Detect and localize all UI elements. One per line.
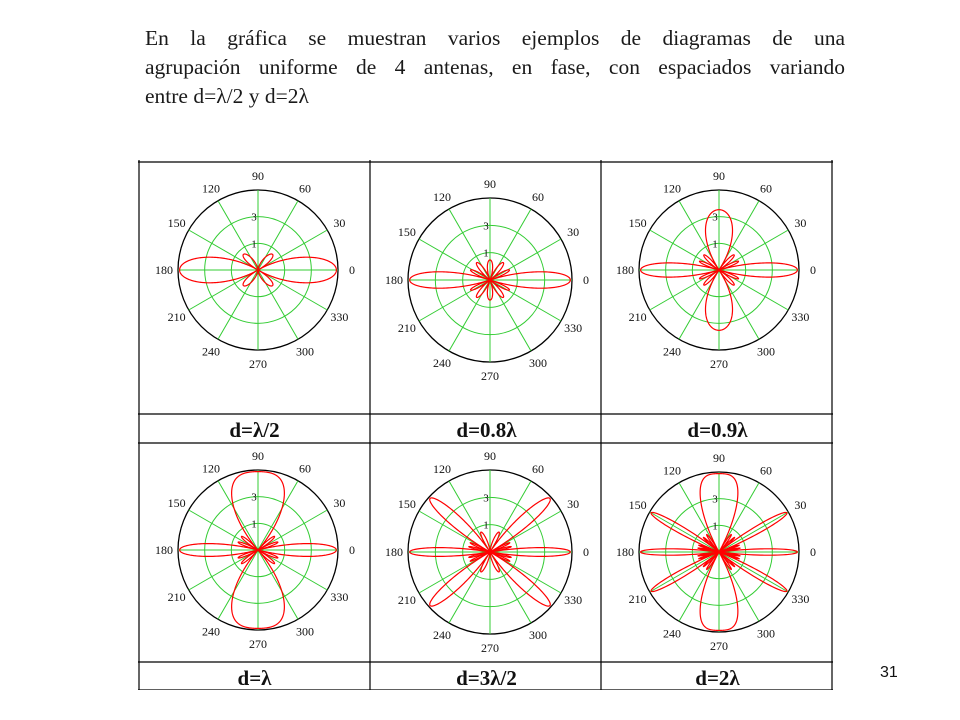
chart-4-angle-label-240: 240 (202, 624, 220, 639)
chart-2-radial-label-3: 3 (483, 220, 489, 233)
chart-4-spoke-300 (258, 550, 298, 619)
caption-d-3-half-lambda: d=3λ/2 (456, 666, 517, 690)
chart-4-spoke-240 (218, 550, 258, 619)
chart-4-radial-label-1: 1 (251, 518, 257, 531)
chart-4-angle-label-120: 120 (202, 461, 220, 476)
chart-2-angle-label-270: 270 (481, 369, 499, 383)
chart-6-angle-label-270: 270 (710, 639, 728, 653)
intro-line-1: En la gráfica se muestran varios ejemplos de diagramas de una (145, 26, 845, 50)
chart-4-angle-label-0: 0 (349, 543, 355, 557)
chart-6-angle-label-150: 150 (628, 498, 647, 512)
chart-1-angle-label-150: 150 (167, 216, 186, 230)
caption-d-0.9-lambda: d=0.9λ (687, 418, 748, 442)
chart-4-angle-label-270: 270 (249, 637, 267, 651)
chart-1-spoke-150 (189, 230, 258, 270)
chart-2-spoke-150 (419, 239, 490, 280)
chart-6-angle-label-210: 210 (628, 592, 647, 606)
intro-paragraph (145, 24, 845, 111)
chart-6-spoke-150 (650, 512, 719, 552)
chart-3-angle-label-120: 120 (663, 181, 681, 196)
chart-2-angle-label-330: 330 (564, 321, 583, 335)
chart-6-spoke-330 (719, 552, 788, 592)
chart-1-spoke-330 (258, 270, 327, 310)
chart-1-angle-label-180: 180 (155, 263, 173, 277)
chart-2-angle-label-180: 180 (385, 273, 403, 287)
chart-4-angle-label-300: 300 (296, 624, 314, 639)
chart-5-angle-label-330: 330 (564, 593, 583, 607)
chart-2-angle-label-150: 150 (397, 225, 416, 239)
chart-1-spoke-210 (189, 270, 258, 310)
chart-3-angle-label-240: 240 (663, 344, 681, 359)
chart-1-spoke-240 (218, 270, 258, 339)
chart-6-radial-label-1: 1 (712, 520, 718, 533)
chart-5-angle-label-90: 90 (484, 449, 496, 463)
chart-1-angle-label-0: 0 (349, 263, 355, 277)
chart-3-angle-label-30: 30 (794, 216, 807, 230)
chart-4-angle-label-180: 180 (155, 543, 173, 557)
chart-3-angle-label-0: 0 (810, 263, 816, 277)
chart-4-radial-label-3: 3 (251, 491, 257, 504)
chart-4-angle-label-150: 150 (167, 496, 186, 510)
chart-1-angle-label-300: 300 (296, 344, 314, 359)
chart-1-angle-label-240: 240 (202, 344, 220, 359)
chart-2-angle-label-60: 60 (532, 189, 544, 204)
chart-1-angle-label-120: 120 (202, 181, 220, 196)
chart-6-angle-label-30: 30 (794, 498, 807, 512)
chart-2-angle-label-300: 300 (529, 356, 547, 371)
caption-d-2-lambda: d=2λ (695, 666, 740, 690)
chart-6-spoke-30 (719, 512, 788, 552)
chart-5-angle-label-240: 240 (433, 628, 451, 643)
chart-1-spoke-60 (258, 201, 298, 270)
intro-line-2: agrupación uniforme de 4 antenas, en fase, con espaciados variando (145, 55, 845, 79)
chart-2-angle-label-30: 30 (567, 225, 580, 239)
chart-1-angle-label-60: 60 (299, 181, 311, 196)
chart-3-angle-label-90: 90 (713, 169, 725, 183)
chart-3-angle-label-300: 300 (757, 344, 775, 359)
intro-line-3: entre d=λ/2 y d=2λ (145, 84, 309, 108)
polar-pattern-grid (138, 160, 833, 690)
chart-1-radial-label-1: 1 (251, 238, 257, 251)
chart-5-angle-label-0: 0 (583, 545, 589, 559)
chart-2-angle-label-210: 210 (397, 321, 416, 335)
chart-2-angle-label-120: 120 (433, 189, 451, 204)
caption-d-half-lambda: d=λ/2 (229, 418, 280, 442)
chart-3-angle-label-210: 210 (628, 310, 647, 324)
chart-5-angle-label-60: 60 (532, 461, 544, 476)
chart-2-spoke-30 (490, 239, 561, 280)
chart-1-angle-label-270: 270 (249, 357, 267, 371)
chart-6-angle-label-240: 240 (663, 626, 681, 641)
chart-3-angle-label-270: 270 (710, 357, 728, 371)
chart-2-angle-label-240: 240 (433, 356, 451, 371)
chart-5-angle-label-180: 180 (385, 545, 403, 559)
chart-1-angle-label-210: 210 (167, 310, 186, 324)
chart-5-radial-label-1: 1 (483, 519, 489, 532)
chart-2-angle-label-0: 0 (583, 273, 589, 287)
chart-6-spoke-210 (650, 552, 719, 592)
page-number: 31 (880, 664, 898, 681)
chart-6-angle-label-330: 330 (791, 592, 810, 606)
chart-6-angle-label-60: 60 (760, 463, 772, 478)
chart-6-angle-label-90: 90 (713, 451, 725, 465)
chart-2-radial-label-1: 1 (483, 247, 489, 260)
caption-d-lambda: d=λ (237, 666, 272, 690)
chart-2-spoke-330 (490, 280, 561, 321)
chart-5-angle-label-120: 120 (433, 461, 451, 476)
chart-3-radial-label-1: 1 (712, 238, 718, 251)
chart-6-angle-label-180: 180 (616, 545, 634, 559)
chart-3-angle-label-330: 330 (791, 310, 810, 324)
chart-3-radial-label-3: 3 (712, 211, 718, 224)
chart-5-radial-label-3: 3 (483, 492, 489, 505)
chart-1-angle-label-30: 30 (333, 216, 346, 230)
chart-4-spoke-60 (258, 481, 298, 550)
chart-3-angle-label-180: 180 (616, 263, 634, 277)
chart-4-angle-label-90: 90 (252, 449, 264, 463)
chart-5-angle-label-270: 270 (481, 641, 499, 655)
chart-5-angle-label-300: 300 (529, 628, 547, 643)
chart-3-angle-label-150: 150 (628, 216, 647, 230)
chart-1-spoke-300 (258, 270, 298, 339)
chart-1-angle-label-330: 330 (330, 310, 349, 324)
chart-6-radial-label-3: 3 (712, 493, 718, 506)
caption-d-0.8-lambda: d=0.8λ (456, 418, 517, 442)
chart-1-radial-label-3: 3 (251, 211, 257, 224)
chart-4-angle-label-60: 60 (299, 461, 311, 476)
chart-4-angle-label-210: 210 (167, 590, 186, 604)
chart-4-angle-label-330: 330 (330, 590, 349, 604)
chart-2-angle-label-90: 90 (484, 177, 496, 191)
chart-1-spoke-30 (258, 230, 327, 270)
chart-2-spoke-210 (419, 280, 490, 321)
chart-5-angle-label-210: 210 (397, 593, 416, 607)
chart-4-angle-label-30: 30 (333, 496, 346, 510)
chart-6-angle-label-120: 120 (663, 463, 681, 478)
chart-5-angle-label-150: 150 (397, 497, 416, 511)
chart-6-angle-label-300: 300 (757, 626, 775, 641)
chart-6-angle-label-0: 0 (810, 545, 816, 559)
chart-5-angle-label-30: 30 (567, 497, 580, 511)
chart-3-angle-label-60: 60 (760, 181, 772, 196)
chart-1-angle-label-90: 90 (252, 169, 264, 183)
